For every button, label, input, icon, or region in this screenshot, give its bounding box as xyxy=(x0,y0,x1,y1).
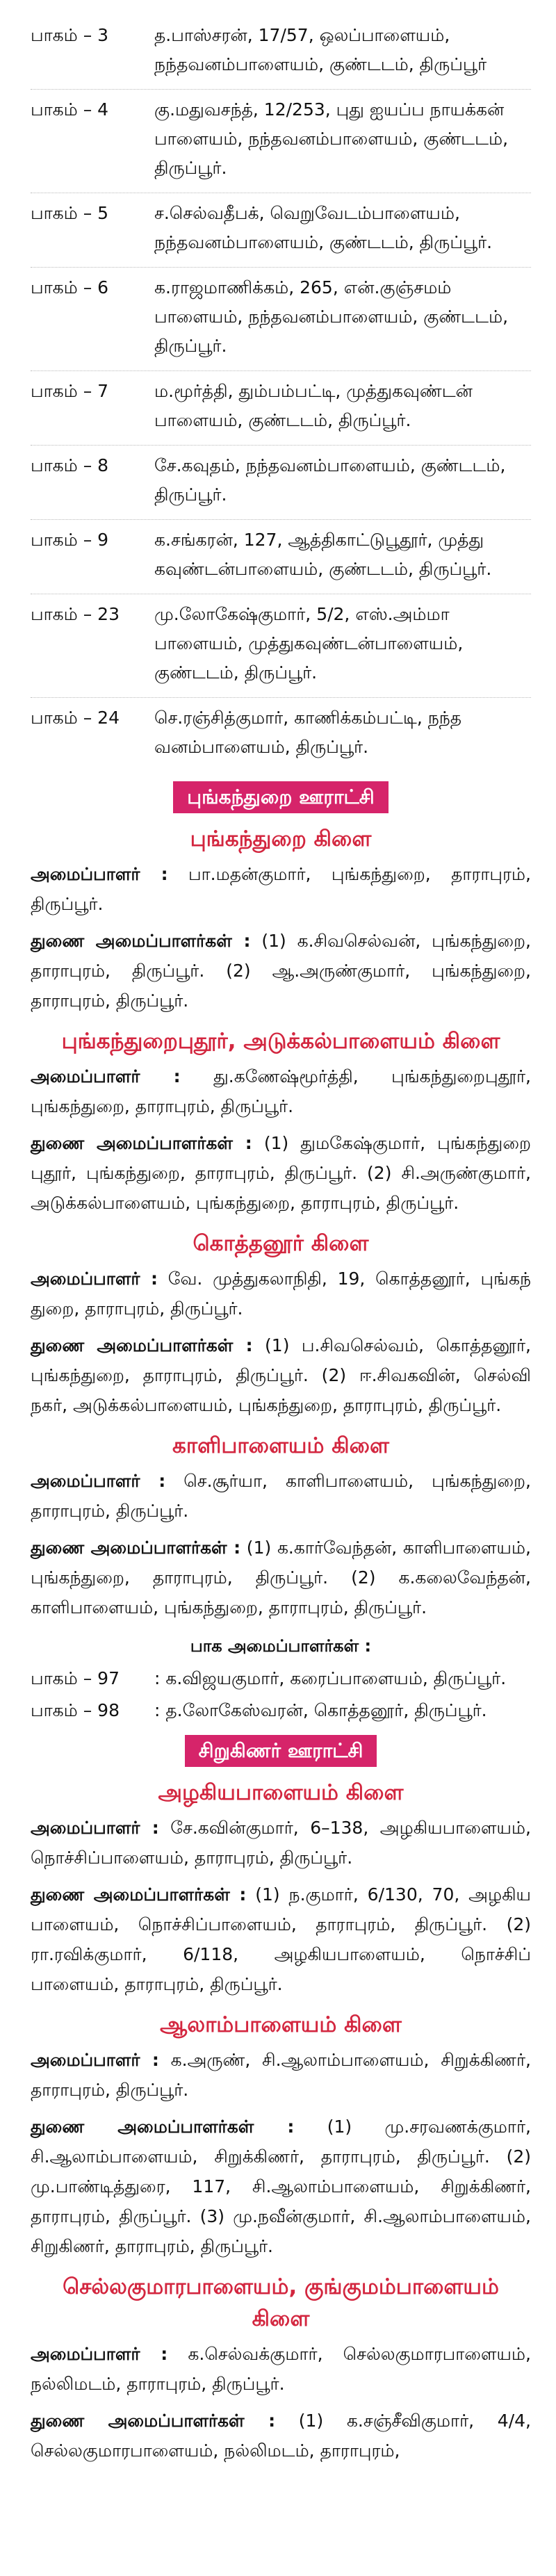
role-label: துணை அமைப்பாளர்கள் : xyxy=(31,2411,276,2431)
role-label: துணை அமைப்பாளர்கள் : xyxy=(31,1884,247,1905)
role-label: அமைப்பாளர் : xyxy=(31,1066,181,1086)
part-entry xyxy=(31,371,531,446)
role-text: து.கணேஷ்மூர்த்தி, புங்கந்துறைபுதூர், புங்கந்துறை, தாராபுரம், திருப்பூர். xyxy=(31,1066,531,1116)
part-label: பாகம் – 8 xyxy=(31,455,109,475)
organizer-entry xyxy=(31,1466,531,1526)
part-text: கு.மதுவசந்த், 12/253, புது ஐயப்ப நாயக்கன் பாளையம், நந்தவனம்பாளையம், குண்டடம், திருப்பூர். xyxy=(154,99,509,178)
deputy-organizers-entry xyxy=(31,2406,531,2465)
section-banner-wrap xyxy=(31,781,531,813)
part-entry xyxy=(31,1696,531,1725)
branch-title: புங்கந்துறை கிளை xyxy=(190,826,372,851)
part-text: செ.ரஞ்சித்குமார், காணிக்கம்பட்டி, நந்த வனம்பாளையம், திருப்பூர். xyxy=(154,708,462,757)
part-text: க.சங்கரன், 127, ஆத்திகாட்டுபூதூர், முத்து கவுண்டன்பாளையம், குண்டடம், திருப்பூர். xyxy=(154,530,492,579)
part-entry xyxy=(31,698,531,772)
part-entry xyxy=(31,446,531,520)
part-label: பாகம் – 9 xyxy=(31,530,109,550)
organizer-entry xyxy=(31,859,531,919)
role-text: சே.கவின்குமார், 6–138, அழகியபாளையம், நொச்சிப்பாளையம், தாராபுரம், திருப்பூர். xyxy=(31,1818,531,1868)
part-entry xyxy=(31,193,531,268)
organizer-entry xyxy=(31,1061,531,1121)
branch-title: செல்லகுமாரபாளையம், குங்குமம்பாளையம் கிளை xyxy=(63,2274,499,2331)
part-entry xyxy=(31,15,531,90)
role-text: க.அருண், சி.ஆலாம்பாளையம், சிறுக்கிணர், தாராபுரம், திருப்பூர். xyxy=(31,2050,531,2100)
part-text: ச.செல்வதீபக், வெறுவேடம்பாளையம், நந்தவனம்பாளையம், குண்டடம், திருப்பூர். xyxy=(154,203,493,252)
role-text: (1) க.சிவசெல்வன், புங்கந்துறை, தாராபுரம், திருப்பூர். (2) ஆ.அருண்குமார், புங்கந்துறை, தாராபுரம், திருப்பூர். xyxy=(31,931,531,1011)
section-banner-wrap xyxy=(31,1735,531,1767)
deputy-organizers-entry xyxy=(31,926,531,1016)
part-entry xyxy=(31,520,531,594)
part-text: சே.கவுதம், நந்தவனம்பாளையம், குண்டடம், திருப்பூர். xyxy=(154,455,506,505)
part-text: மு.லோகேஷ்குமார், 5/2, எஸ்.அம்மா பாளையம், முத்துகவுண்டன்பாளையம், குண்டடம், திருப்பூர். xyxy=(154,604,464,683)
part-label: பாகம் – 5 xyxy=(31,203,109,223)
deputy-organizers-entry xyxy=(31,2112,531,2261)
role-label: அமைப்பாளர் : xyxy=(31,864,168,884)
section-banner: புங்கந்துறை ஊராட்சி xyxy=(173,781,388,813)
branch xyxy=(31,1228,531,1420)
branch xyxy=(31,2271,531,2465)
role-label: துணை அமைப்பாளர்கள் : xyxy=(31,2117,295,2137)
role-text: (1) துமகேஷ்குமார், புங்கந்துறை புதூர், புங்கந்துறை, தாராபுரம், திருப்பூர். (2) சி.அருண்குமார், அடுக்கல்பாளையம், புங்கந்துறை, தாராபுரம், திருப்பூர். xyxy=(31,1133,531,1213)
part-entry xyxy=(31,1664,531,1693)
role-label: துணை அமைப்பாளர்கள் : xyxy=(31,1538,241,1558)
branch-title: புங்கந்துறைபுதூர், அடுக்கல்பாளையம் கிளை xyxy=(61,1029,500,1054)
part-label: பாகம் – 24 xyxy=(31,708,120,728)
branch-title: கொத்தனூர் கிளை xyxy=(193,1231,369,1256)
role-text: பா.மதன்குமார், புங்கந்துறை, தாராபுரம், திருப்பூர். xyxy=(31,864,531,914)
deputy-organizers-entry xyxy=(31,1880,531,1999)
part-text: : த.லோகேஸ்வரன், கொத்தனூர், திருப்பூர். xyxy=(154,1700,487,1720)
part-label: பாகம் – 7 xyxy=(31,381,109,401)
part-entry xyxy=(31,90,531,193)
role-text: (1) ப.சிவசெல்வம், கொத்தனூர், புங்கந்துறை, தாராபுரம், திருப்பூர். (2) ஈ.சிவகவின், செல்வி நகர், அடுக்கல்பாளையம், புங்கந்துறை, தாராபுரம், திருப்பூர். xyxy=(31,1335,531,1415)
role-text: வே. முத்துகலாநிதி, 19, கொத்தனூர், புங்கந் துறை, தாராபுரம், திருப்பூர். xyxy=(31,1269,531,1319)
role-text: க.செல்வக்குமார், செல்லகுமாரபாளையம், நல்லிமடம், தாராபுரம், திருப்பூர். xyxy=(31,2344,531,2394)
role-text: (1) மு.சரவணக்குமார், சி.ஆலாம்பாளையம், சிறுக்கிணர், தாராபுரம், திருப்பூர். (2) மு.பாண்டித்துரை, 117, சி.ஆலாம்பாளையம், சிறுக்கிணர், தாராபுரம், திருப்பூர். (3) மு.நவீன்குமார், சி.ஆலாம்பாளையம், சிறுகிணர், தாராபுரம், திருப்பூர். xyxy=(31,2117,531,2256)
branch-title: ஆலாம்பாளையம் கிளை xyxy=(160,2012,402,2037)
part-label: பாகம் – 6 xyxy=(31,277,109,297)
branch-title: அழகியபாளையம் கிளை xyxy=(158,1780,404,1805)
part-label: பாகம் – 23 xyxy=(31,604,120,624)
part-text: த.பாஸ்சரன், 17/57, ஒலப்பாளையம், நந்தவனம்பாளையம், குண்டடம், திருப்பூர் xyxy=(154,25,487,74)
part-entry xyxy=(31,268,531,371)
deputy-organizers-entry xyxy=(31,1533,531,1622)
role-text: செ.சூர்யா, காளிபாளையம், புங்கந்துறை, தாராபுரம், திருப்பூர். xyxy=(31,1471,531,1521)
role-label: அமைப்பாளர் : xyxy=(31,1818,159,1838)
organizer-entry xyxy=(31,2045,531,2105)
organizer-entry xyxy=(31,1813,531,1873)
organizer-entry xyxy=(31,1264,531,1323)
role-label: அமைப்பாளர் : xyxy=(31,2344,168,2364)
deputy-organizers-entry xyxy=(31,1128,531,1218)
branch-title: காளிபாளையம் கிளை xyxy=(172,1433,389,1458)
part-label: பாகம் – 4 xyxy=(31,99,109,120)
branch xyxy=(31,823,531,1016)
part-label: பாகம் – 3 xyxy=(31,25,109,45)
part-entry xyxy=(31,594,531,698)
role-label: துணை அமைப்பாளர்கள் : xyxy=(31,1133,252,1153)
role-label: அமைப்பாளர் : xyxy=(31,1269,158,1289)
part-text: க.ராஜமாணிக்கம், 265, என்.குஞ்சமம் பாளையம், நந்தவனம்பாளையம், குண்டடம், திருப்பூர். xyxy=(154,277,509,356)
deputy-organizers-entry xyxy=(31,1330,531,1420)
role-label: துணை அமைப்பாளர்கள் : xyxy=(31,1335,253,1355)
branch xyxy=(31,1430,531,1725)
role-text: (1) ந.குமார், 6/130, 70, அழகிய பாளையம், நொச்சிப்பாளையம், தாராபுரம், திருப்பூர். (2) ரா.ரவிக்குமார், 6/118, அழகியபாளையம், நொச்சிப் பாளையம், தாராபுரம், திருப்பூர். xyxy=(31,1884,531,1994)
branch xyxy=(31,1777,531,1999)
role-label: துணை அமைப்பாளர்கள் : xyxy=(31,931,251,951)
role-text: (1) க.கார்வேந்தன், காளிபாளையம், புங்கந்துறை, தாராபுரம், திருப்பூர். (2) க.கலைவேந்தன், காளிபாளையம், புங்கந்துறை, தாராபுரம், திருப்பூர். xyxy=(31,1538,531,1617)
part-text: ம.மூர்த்தி, தும்பம்பட்டி, முத்துகவுண்டன் பாளையம், குண்டடம், திருப்பூர். xyxy=(154,381,473,430)
role-text: (1) க.சஞ்சீவிகுமார், 4/4, செல்லகுமாரபாளையம், நல்லிமடம், தாராபுரம், xyxy=(31,2411,531,2461)
part-text: : க.விஜயகுமார், கரைப்பாளையம், திருப்பூர். xyxy=(154,1668,507,1688)
part-label: பாகம் – 98 xyxy=(31,1700,120,1720)
role-label: அமைப்பாளர் : xyxy=(31,2050,159,2070)
part-organizers-heading: பாக அமைப்பாளர்கள் : xyxy=(190,1636,372,1656)
part-label: பாகம் – 97 xyxy=(31,1668,120,1688)
section-banner: சிறுகிணர் ஊராட்சி xyxy=(185,1735,377,1767)
part-organizers-list xyxy=(31,15,531,772)
role-label: அமைப்பாளர் : xyxy=(31,1471,166,1491)
branch xyxy=(31,2009,531,2261)
organizer-entry xyxy=(31,2339,531,2399)
branch xyxy=(31,1025,531,1218)
